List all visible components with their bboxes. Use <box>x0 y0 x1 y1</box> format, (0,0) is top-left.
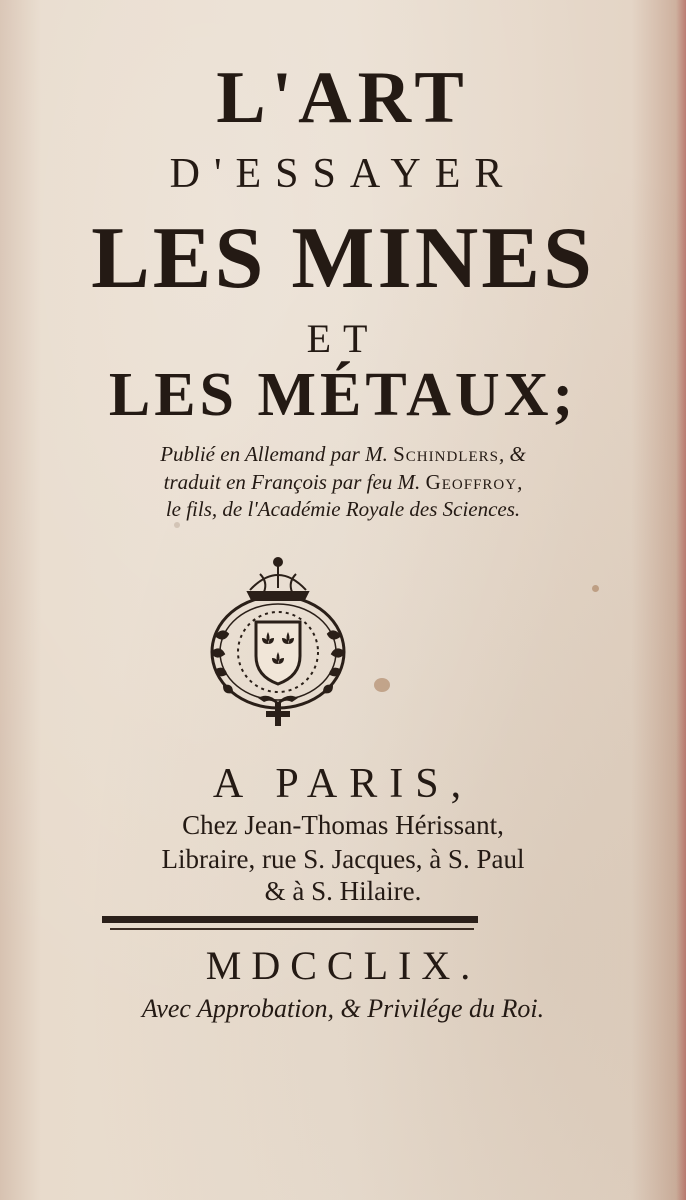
subtitle-text: , & <box>498 442 526 466</box>
foxing-spot <box>174 522 180 528</box>
imprint-address: Libraire, rue S. Jacques, à S. Paul <box>161 844 525 874</box>
subtitle-line-3: le fils, de l'Académie Royale des Sciences. <box>165 497 521 521</box>
subtitle-line-2 <box>0 470 686 495</box>
subtitle-text: traduit en François par feu M. <box>163 470 421 494</box>
publication-date: MDCCLIX. <box>205 943 481 988</box>
foxing-spot <box>592 585 599 592</box>
imprint-address-2: & à S. Hilaire. <box>264 876 422 906</box>
imprint-publisher: Chez Jean-Thomas Hérissant, <box>182 810 504 840</box>
approbation-line: Avec Approbation, & Privilége du Roi. <box>141 994 545 1023</box>
subtitle-line-1 <box>0 442 686 467</box>
title-line-1: L'ART <box>216 57 470 139</box>
imprint-city: A PARIS, <box>212 761 474 807</box>
royal-arms-icon <box>198 552 358 732</box>
divider-rule-thin <box>110 928 474 930</box>
title-line-2: D'ESSAYER <box>169 151 517 197</box>
foxing-spot <box>374 678 390 692</box>
author-name: Schindlers <box>393 442 499 466</box>
title-line-4: ET <box>306 316 380 361</box>
title-line-3: LES MINES <box>91 210 595 307</box>
translator-name: Geoffroy <box>425 470 518 494</box>
subtitle-text: Publié en Allemand par M. <box>160 442 388 466</box>
divider-rule <box>102 916 478 923</box>
subtitle-text: , <box>517 470 523 494</box>
title-line-5: LES MÉTAUX; <box>108 361 578 429</box>
